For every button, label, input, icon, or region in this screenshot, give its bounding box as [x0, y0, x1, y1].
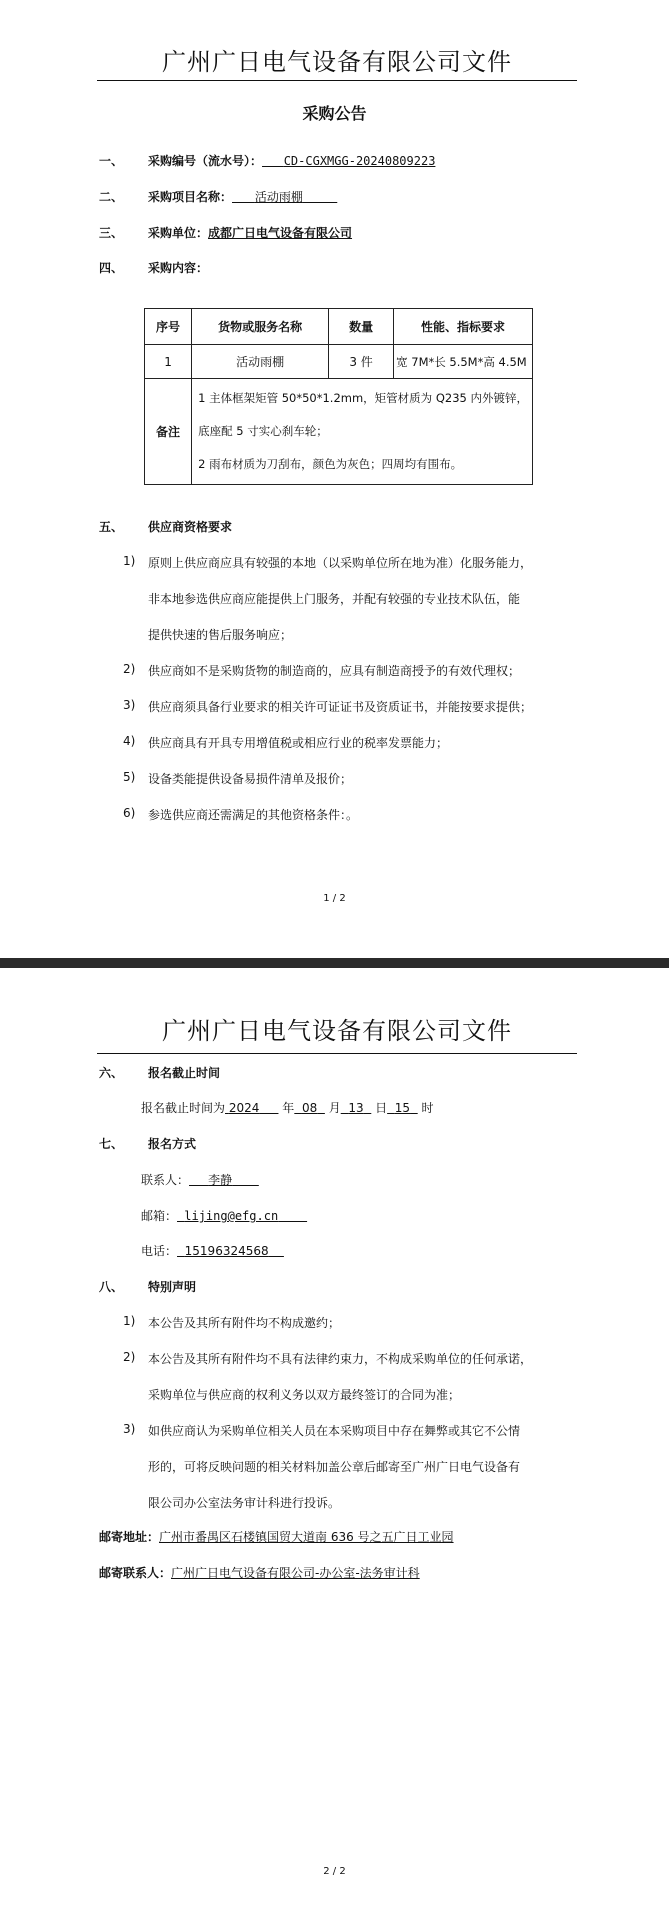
qual-item-2-number: 2) — [123, 662, 136, 676]
page-2 — [0, 968, 669, 1928]
page-number: 2 / 2 — [323, 1866, 346, 1877]
mail-address-line — [99, 1528, 454, 1545]
notice-item-2 — [148, 1341, 578, 1413]
table-header-cell: 序号 — [145, 309, 192, 345]
section-3-label: 采购单位： — [148, 226, 209, 240]
section-6-label: 报名截止时间 — [148, 1066, 221, 1080]
qual-item-1-line: 提供快速的售后服务响应； — [148, 628, 293, 642]
header-rule — [97, 1053, 577, 1054]
day-unit: 日 — [375, 1101, 388, 1115]
month-unit: 月 — [328, 1101, 341, 1115]
qual-item-6: 参选供应商还需满足的其他资格条件：。 — [148, 808, 359, 822]
section-7-number: 七、 — [99, 1137, 124, 1151]
section-2 — [148, 188, 337, 205]
hour-unit: 时 — [421, 1101, 434, 1115]
qual-item-4-number: 4) — [123, 734, 136, 748]
section-8-number: 八、 — [99, 1280, 124, 1294]
section-4 — [148, 259, 208, 276]
notice-item-1: 本公告及其所有附件均不构成邀约； — [148, 1316, 341, 1330]
deadline-hour: 15 — [394, 1101, 411, 1115]
table-header-cell: 货物或服务名称 — [192, 309, 329, 345]
phone-value: 15196324568 — [184, 1244, 269, 1258]
project-name — [232, 190, 337, 204]
table-header-cell: 性能、指标要求 — [394, 309, 533, 345]
procurement-number — [262, 154, 457, 168]
mail-contact-label: 邮寄联系人： — [99, 1566, 172, 1580]
section-8-label: 特别声明 — [148, 1280, 197, 1294]
deadline-prefix: 报名截止时间为 — [141, 1101, 226, 1115]
qual-item-2: 供应商如不是采购货物的制造商的，应具有制造商授予的有效代理权； — [148, 664, 521, 678]
procurement-number-value: CD-CGXMGG-20240809223 — [283, 154, 436, 168]
notice-item-3-line: 限公司办公室法务审计科进行投诉。 — [148, 1496, 341, 1510]
mail-address-label: 邮寄地址： — [99, 1530, 160, 1544]
contact-name: 李静 — [208, 1173, 233, 1187]
section-5-label: 供应商资格要求 — [148, 520, 233, 534]
notice-item-3-line: 如供应商认为采购单位相关人员在本采购项目中存在舞弊或其它不公情 — [148, 1424, 521, 1438]
qual-item-5-number: 5) — [123, 770, 136, 784]
email-line — [141, 1207, 307, 1224]
table-cell: 活动雨棚 — [192, 345, 329, 379]
page-1 — [0, 0, 669, 958]
deadline-year: 2024 — [228, 1101, 260, 1115]
mail-contact: 广州广日电气设备有限公司-办公室-法务审计科 — [171, 1566, 420, 1580]
deadline-day: 13 — [348, 1101, 364, 1115]
table-remark-row — [145, 379, 533, 485]
section-3 — [148, 224, 352, 241]
table-cell: 1 — [145, 345, 192, 379]
notice-item-3-line: 形的，可将反映问题的相关材料加盖公章后邮寄至广州广日电气设备有 — [148, 1460, 521, 1474]
qual-item-1 — [148, 545, 578, 653]
header-rule — [97, 80, 577, 81]
section-4-label: 采购内容： — [148, 261, 209, 275]
notice-item-3 — [148, 1413, 578, 1521]
procurement-table — [144, 308, 533, 485]
section-7-label: 报名方式 — [148, 1137, 197, 1151]
qual-item-3-number: 3) — [123, 698, 136, 712]
table-row — [145, 345, 533, 379]
section-1 — [148, 152, 457, 169]
qual-item-1-line: 原则上供应商应具有较强的本地（以采购单位所在地为准）化服务能力， — [148, 556, 533, 570]
remark-label: 备注 — [145, 379, 192, 485]
document-title: 采购公告 — [302, 104, 367, 123]
remark-line: 底座配 5 寸实心刹车轮； — [198, 424, 328, 438]
year-unit: 年 — [282, 1101, 295, 1115]
section-1-label: 采购编号（流水号）： — [148, 154, 263, 168]
email-value[interactable]: lijing@efg.cn — [184, 1209, 279, 1223]
section-4-number: 四、 — [99, 261, 124, 275]
phone-line — [141, 1242, 284, 1259]
notice-item-2-number: 2) — [123, 1350, 136, 1364]
table-cell: 宽 7M*长 5.5M*高 4.5M — [394, 345, 533, 379]
contact-label: 联系人： — [141, 1173, 190, 1187]
deadline-line — [141, 1099, 434, 1116]
section-3-number: 三、 — [99, 226, 124, 240]
notice-item-2-line: 本公告及其所有附件均不具有法律约束力，不构成采购单位的任何承诺， — [148, 1352, 533, 1366]
table-header-cell: 数量 — [329, 309, 394, 345]
qual-item-1-line: 非本地参选供应商应能提供上门服务，并配有较强的专业技术队伍，能 — [148, 592, 521, 606]
page-separator — [0, 958, 669, 968]
remark-line: 1 主体框架矩管 50*50*1.2mm，矩管材质为 Q235 内外镀锌， — [198, 391, 528, 405]
notice-item-3-number: 3) — [123, 1422, 136, 1436]
section-1-number: 一、 — [99, 154, 124, 168]
email-label: 邮箱： — [141, 1209, 178, 1223]
contact-line — [141, 1171, 259, 1188]
section-2-number: 二、 — [99, 190, 124, 204]
phone-label: 电话： — [141, 1244, 178, 1258]
mail-address: 广州市番禺区石楼镇国贸大道南 636 号之五广日工业园 — [159, 1530, 454, 1544]
notice-item-2-line: 采购单位与供应商的权利义务以双方最终签订的合同为准； — [148, 1388, 461, 1402]
procurement-unit: 成都广日电气设备有限公司 — [208, 226, 353, 240]
notice-item-1-number: 1) — [123, 1314, 136, 1328]
qual-item-6-number: 6) — [123, 806, 136, 820]
section-6-number: 六、 — [99, 1066, 124, 1080]
remark-content — [192, 379, 533, 485]
section-2-label: 采购项目名称： — [148, 190, 233, 204]
mail-contact-line — [99, 1564, 420, 1581]
table-header-row — [145, 309, 533, 345]
qual-item-4: 供应商具有开具专用增值税或相应行业的税率发票能力； — [148, 736, 449, 750]
qual-item-5: 设备类能提供设备易损件清单及报价； — [148, 772, 353, 786]
qual-item-1-number: 1) — [123, 554, 136, 568]
project-name-value: 活动雨棚 — [254, 190, 303, 204]
table-cell: 3 件 — [329, 345, 394, 379]
company-header-title: 广州广日电气设备有限公司文件 — [162, 48, 512, 76]
remark-line: 2 雨布材质为刀刮布，颜色为灰色；四周均有围布。 — [198, 457, 463, 471]
page-number: 1 / 2 — [323, 893, 346, 904]
company-header-title: 广州广日电气设备有限公司文件 — [162, 1017, 512, 1045]
section-5-number: 五、 — [99, 520, 124, 534]
qual-item-3: 供应商须具备行业要求的相关许可证证书及资质证书，并能按要求提供； — [148, 700, 533, 714]
deadline-month: 08 — [301, 1101, 318, 1115]
